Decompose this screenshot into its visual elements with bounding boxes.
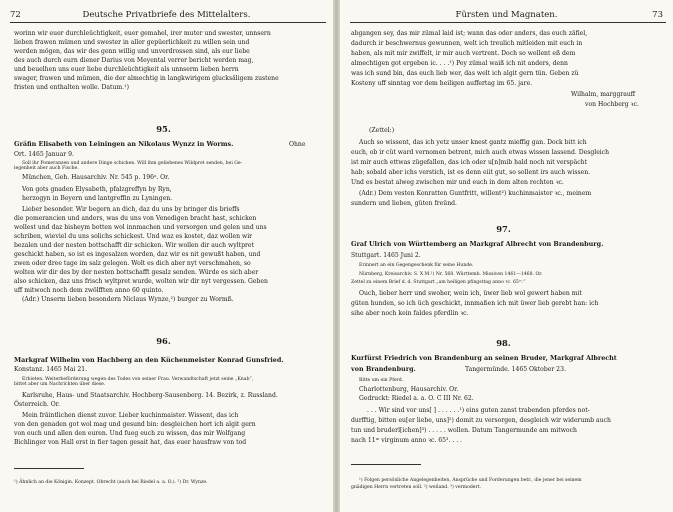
footnote: gnädigen Herrn vertreten soll. ²) weiland. ³) vermodert.: [351, 485, 482, 490]
letter-body-line: Ouch, lieber herr und swoher, wein ich, üwer lieb wol gewert haben mit: [359, 290, 582, 297]
intro-line: Kosteny uff sinntag vor dem heiligen auffertag im 65. jare.: [351, 80, 533, 87]
letter-heading: Gräfin Elisabeth von Leiningen an Nikolaus Wynzz in Worms.: [14, 140, 234, 148]
intro-line: worinn wir euer durchleüchtigkeit, euer gemahel, irer muter und swester, unnsern: [14, 30, 271, 37]
intro-line: lieben frawen mümen und swester in aller gepüerlichkeit zu willen sein und: [14, 39, 250, 46]
signature-line: Wilhalm, marggrauff: [571, 91, 636, 98]
zettel-line: hab; sobald aber ichs verstich, ist es denn eiit gut, so sollent irs auch wissen.: [351, 169, 591, 176]
letter-source: Charlottenburg, Hausarchiv. Or.: [359, 386, 459, 393]
letter-body-line: bezalen und der nesten bottschafft dir schicken. Wir wollen dir auch wyltpret: [14, 242, 254, 249]
letter-source: Gedruckt: Riedel a. a. O. C III Nr. 62.: [359, 395, 474, 402]
letter-body-line: wollest und daz bisheym botten wol innmachen und versorgen und gelen und uns: [14, 224, 267, 231]
letter-body-line: Von gots gnaden Elysabeth, pfalzgreffyn by Ryn,: [22, 186, 172, 193]
zettel-line: Auch so wissent, das ich yetz unser knest gantz mieffig gan. Dock bitt ich: [359, 139, 587, 146]
letter-body-line: von euch und allen den euren. Und fueg euch zu wissen, das mir Wolfgang: [14, 430, 246, 437]
letter-body-line: Bichlinger von Hall erst in fier tagen gesait hat, das euer hausfraw von tod: [14, 439, 247, 446]
zettel-line: ist mir auch ettwas zügefallen, das ich oder u[n]mib hald noch nit verspächt: [351, 159, 588, 166]
letter-body-line: . . . Wir sind vor uns[ ] . . . . . .¹) eins guten zanst trabenden pferdes not-: [367, 407, 590, 414]
letter-body-line: wolten wir dir des by der nesten bottschafft gesalz senden. Würde es sich aber: [14, 269, 259, 276]
letter-source: Nürnberg, Kreisarchiv. S. X M.¹) Nr. 568. Württemb. Missiven 1461—1468. Or.: [359, 272, 543, 277]
letter-source: München, Geh. Hausarchiv. Nr. 545 p. 196ᵃ. Or.: [22, 174, 170, 181]
letter-body-line: nach 11ᵐ virginum anno ꝛc. 65³. . . .: [351, 437, 462, 444]
letter-heading: Konstanz. 1465 Mai 21.: [14, 366, 88, 373]
letter-summary: Bitte um ein Pferd.: [359, 378, 404, 383]
address-line: sundern und lieben, güten freünd.: [351, 200, 457, 207]
letter-heading: von Brandenburg.: [351, 365, 416, 373]
intro-line: fristen und enthalten wolle. Datum.¹): [14, 84, 129, 91]
letter-body-line: zwen oder dree tage im salz gelegen. Wolt es dich aber nyt verschmahen, so: [14, 260, 251, 267]
letter-summary: Soll ihr Pomeranzen und andere Dinge schicken. Will ihm geliehenes Wildpret senden, bei Ge-: [22, 161, 243, 166]
footnote-rule: [14, 468, 84, 469]
signature-line: von Hochberg ꝛc.: [585, 101, 639, 108]
header-rule: [350, 22, 666, 23]
letter-number: 95.: [156, 125, 171, 135]
letter-source: Karlsruhe, Haus- und Staatsarchiv. Hochberg-Sausenberg. 14. Bezirk, z. Russland.: [22, 392, 278, 399]
letter-heading: Kurfürst Friedrich von Brandenburg an seinen Bruder, Markgraf Albrecht: [351, 354, 617, 362]
intro-line: des auch durch eurn diener Darius von Meyental verrer bericht werden mag,: [14, 57, 254, 64]
letter-body-line: durfftig, bitten eu[er liebe, uns]²) domit zu versorgen, desgleich wir widerumb auch: [351, 417, 611, 424]
letter-source: Österreich. Or.: [14, 401, 60, 408]
letter-summary: Erinnert an ein Gegengeschenk für seine Hunde.: [359, 263, 474, 268]
letter-body-line: also schicken, daz uns frisch wyltpret wurde, wolten wir dir nyt vergessen. Geben: [14, 278, 268, 285]
book-gutter: [333, 0, 340, 512]
letter-body-line: Lieber besonder. Wir begern an dich, daz du uns by bringer dis brieffs: [22, 206, 240, 213]
intro-line: was ich sund bin, das euch lieb wer, das welt ich algit gern tün. Geben zü: [351, 70, 579, 77]
letter-body-line: uff mitwoch noch dem zwölfften anno 60 quinto.: [14, 287, 164, 294]
intro-line: swager, frawen und mümen, die der almechtig in langkwirigem glucksäligem zustene: [14, 75, 279, 82]
intro-line: und beuelhen uns euer liebe durchleüchtigkeit als unnserm lieben herrn: [14, 66, 239, 73]
right-page: [340, 0, 673, 512]
intro-line: haben, als mit mir zwiffelt, ir mir auch vertrent. Doch so wellent eß dem: [351, 50, 576, 57]
letter-body-line: von den genaden got wol mag und gesund bin: desgleichen hort ich algit gern: [14, 421, 256, 428]
letter-summary: bittet aber um Nachrichten über diese.: [14, 382, 106, 387]
zettel-line: euch, ob ir cüt ward vernomen betrent, mich auch etwas wissen lassend. Desgleich: [351, 149, 610, 156]
letter-date: Ort. 1465 Januar 9.: [14, 151, 74, 158]
letter-body-line: Mein fräintlichen dienst zuvor. Lieber kuchinmaister. Wissent, das ich: [22, 412, 239, 419]
letter-summary: legenheit aber auch Fische.: [14, 166, 79, 171]
letter-number: 96.: [156, 337, 171, 347]
footnote: ¹) Folgen persönliche Angelegenheiten, Ansprüche und Forderungen betr., die jener bei seinem: [359, 478, 582, 483]
intro-line: werden mögen, das wir des genn willig und unverdrossen sind, als eur liebe: [14, 48, 250, 55]
intro-line: abgangen sey, das mir zümal laid ist; wann das oder anders, das euch zäfiel,: [351, 30, 588, 37]
letter-body-line: güten hunden, so ich üch geschickt, innmaßen ich mit üwer lieb gerebt han: ich: [351, 300, 599, 307]
letter-body-line: sihe aber noch kein faldes pferdlin ꝛc.: [351, 310, 469, 317]
page-number: 73: [652, 10, 663, 20]
zettel-line: Und es bestat alweg zwischen mir und euch in dem alten rechten ꝛc.: [351, 179, 564, 186]
letter-date: Stuttgart. 1465 Juni 2.: [351, 252, 421, 259]
letter-body-line: die pomerancien und anders, was du uns von Venedigen bracht hast, schicken: [14, 215, 257, 222]
letter-number: 98.: [496, 339, 511, 349]
letter-body-line: tun und bruderl[ichen]³) . . . . . wollen. Datum Tangermunde am mitwoch: [351, 427, 577, 434]
letter-body-line: (Adr.) Unserm lieben besondern Niclaus Wynze,²) burger zu Wormß.: [22, 296, 234, 303]
letter-heading-tail: Ohne: [289, 141, 306, 148]
running-head: Fürsten und Magnaten.: [455, 10, 558, 20]
header-rule: [10, 22, 326, 23]
letter-heading: Markgraf Wilhelm von Hachberg an den Küchenmeister Konrad Gunsfried.: [14, 356, 284, 364]
letter-heading: Graf Ulrich von Württemberg an Markgraf Albrecht von Brandenburg.: [351, 240, 604, 248]
letter-heading-tail: Tangermünde. 1465 Oktober 23.: [465, 366, 566, 373]
footnote-rule: [351, 464, 421, 465]
zettel-label: (Zettel:): [369, 127, 395, 134]
left-page: [0, 0, 333, 512]
letter-source: Zettel zu einem Brief d. d. Stuttgart „am heiligen pfingsttag anno ꝛc. 65ᵗᵒ.“: [351, 280, 526, 285]
page-number: 72: [10, 10, 21, 20]
running-head: Deutsche Privatbriefe des Mittelalters.: [82, 10, 251, 20]
footnote: ¹) Ähnlich an die Königin. Konzept. Obrecht (auch bei Riedel a. a. O.). ²) Dr. Wynze.: [14, 480, 208, 485]
intro-line: almechtigen got ergeben ic. . . .¹) Pey zümal waiß ich nit anders, denn: [351, 60, 568, 67]
letter-body-line: schriben, wieviel du uns solichs schickest. Und waz es kostet, daz wollen wir: [14, 233, 253, 240]
address-line: (Adr.) Dem vesten Konratten Guntfritt, willent²) kuchinmaister ꝛc., meinem: [359, 190, 592, 197]
letter-body-line: herzogyn in Beyern und lantgreffin zu Lyningen.: [22, 195, 173, 202]
intro-line: dadurch ir beschwernus gewunnen, welt ich treulich mitleiden mit euch in: [351, 40, 583, 47]
letter-body-line: geschickt haben, so ist es ingesalzen worden, daz wir es nit gewußt haben, und: [14, 251, 261, 258]
letter-summary: Erbieten. Weiterbeförderung wegen des Todes von seiner Frau. Verwandtschaft jetzt seine „Knab“,: [22, 377, 254, 382]
letter-number: 97.: [496, 225, 511, 235]
